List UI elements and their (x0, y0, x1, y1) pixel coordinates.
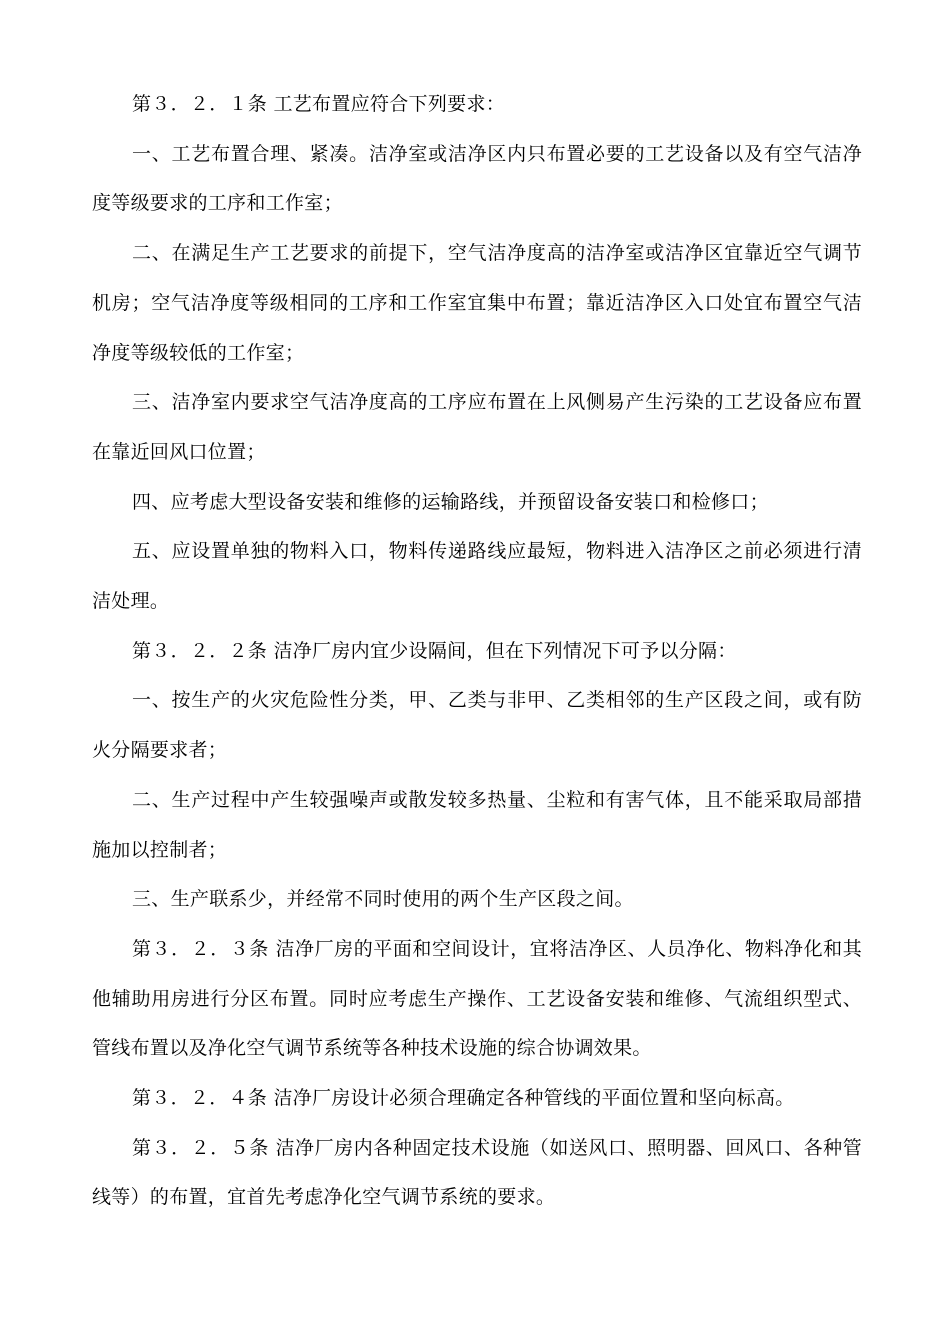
clause-3-2-1-item-5: 五、应设置单独的物料入口，物料传递路线应最短，物料进入洁净区之前必须进行清洁处理。 (92, 540, 862, 613)
clause-3-2-1-item-1: 一、工艺布置合理、紧凑。洁净室或洁净区内只布置必要的工艺设备以及有空气洁净度等级要求的工序和工作室； (92, 142, 862, 215)
document-body (92, 80, 862, 1223)
clause-3-2-2-item-1: 一、按生产的火灾危险性分类，甲、乙类与非甲、乙类相邻的生产区段之间，或有防火分隔要求者； (92, 689, 862, 762)
clause-3-2-4: 第３．２．４条 洁净厂房设计必须合理确定各种管线的平面位置和坚向标高。 (132, 1087, 795, 1110)
clause-3-2-1-item-4: 四、应考虑大型设备安装和维修的运输路线，并预留设备安装口和检修口； (132, 490, 769, 513)
clause-3-2-1-item-3: 三、洁净室内要求空气洁净度高的工序应布置在上风侧易产生污染的工艺设备应布置在靠近回风口位置； (92, 391, 862, 463)
clause-3-2-2-heading: 第３．２．２条 洁净厂房内宜少设隔间，但在下列情况下可予以分隔： (132, 639, 737, 662)
clause-3-2-2-item-2: 二、生产过程中产生较强噪声或散发较多热量、尘粒和有害气体，且不能采取局部措施加以控制者； (92, 788, 862, 861)
clause-3-2-3: 第３．２．３条 洁净厂房的平面和空间设计，宜将洁净区、人员净化、物料净化和其他辅助用房进行分区布置。同时应考虑生产操作、工艺设备安装和维修、气流组织型式、管线布置以及净化空气调节系统等各种技术设施的综合协调效果。 (92, 937, 862, 1060)
clause-3-2-2-item-3: 三、生产联系少，并经常不同时使用的两个生产区段之间。 (132, 888, 634, 911)
clause-3-2-5: 第３．２．５条 洁净厂房内各种固定技术设施（如送风口、照明器、回风口、各种管线等）的布置，宜首先考虑净化空气调节系统的要求。 (92, 1136, 862, 1209)
clause-3-2-1-heading: 第３．２．１条 工艺布置应符合下列要求： (132, 93, 506, 115)
clause-3-2-1-item-2: 二、在满足生产工艺要求的前提下，空气洁净度高的洁净室或洁净区宜靠近空气调节机房；空气洁净度等级相同的工序和工作室宜集中布置；靠近洁净区入口处宜布置空气洁净度等级较低的工作室； (92, 242, 862, 364)
